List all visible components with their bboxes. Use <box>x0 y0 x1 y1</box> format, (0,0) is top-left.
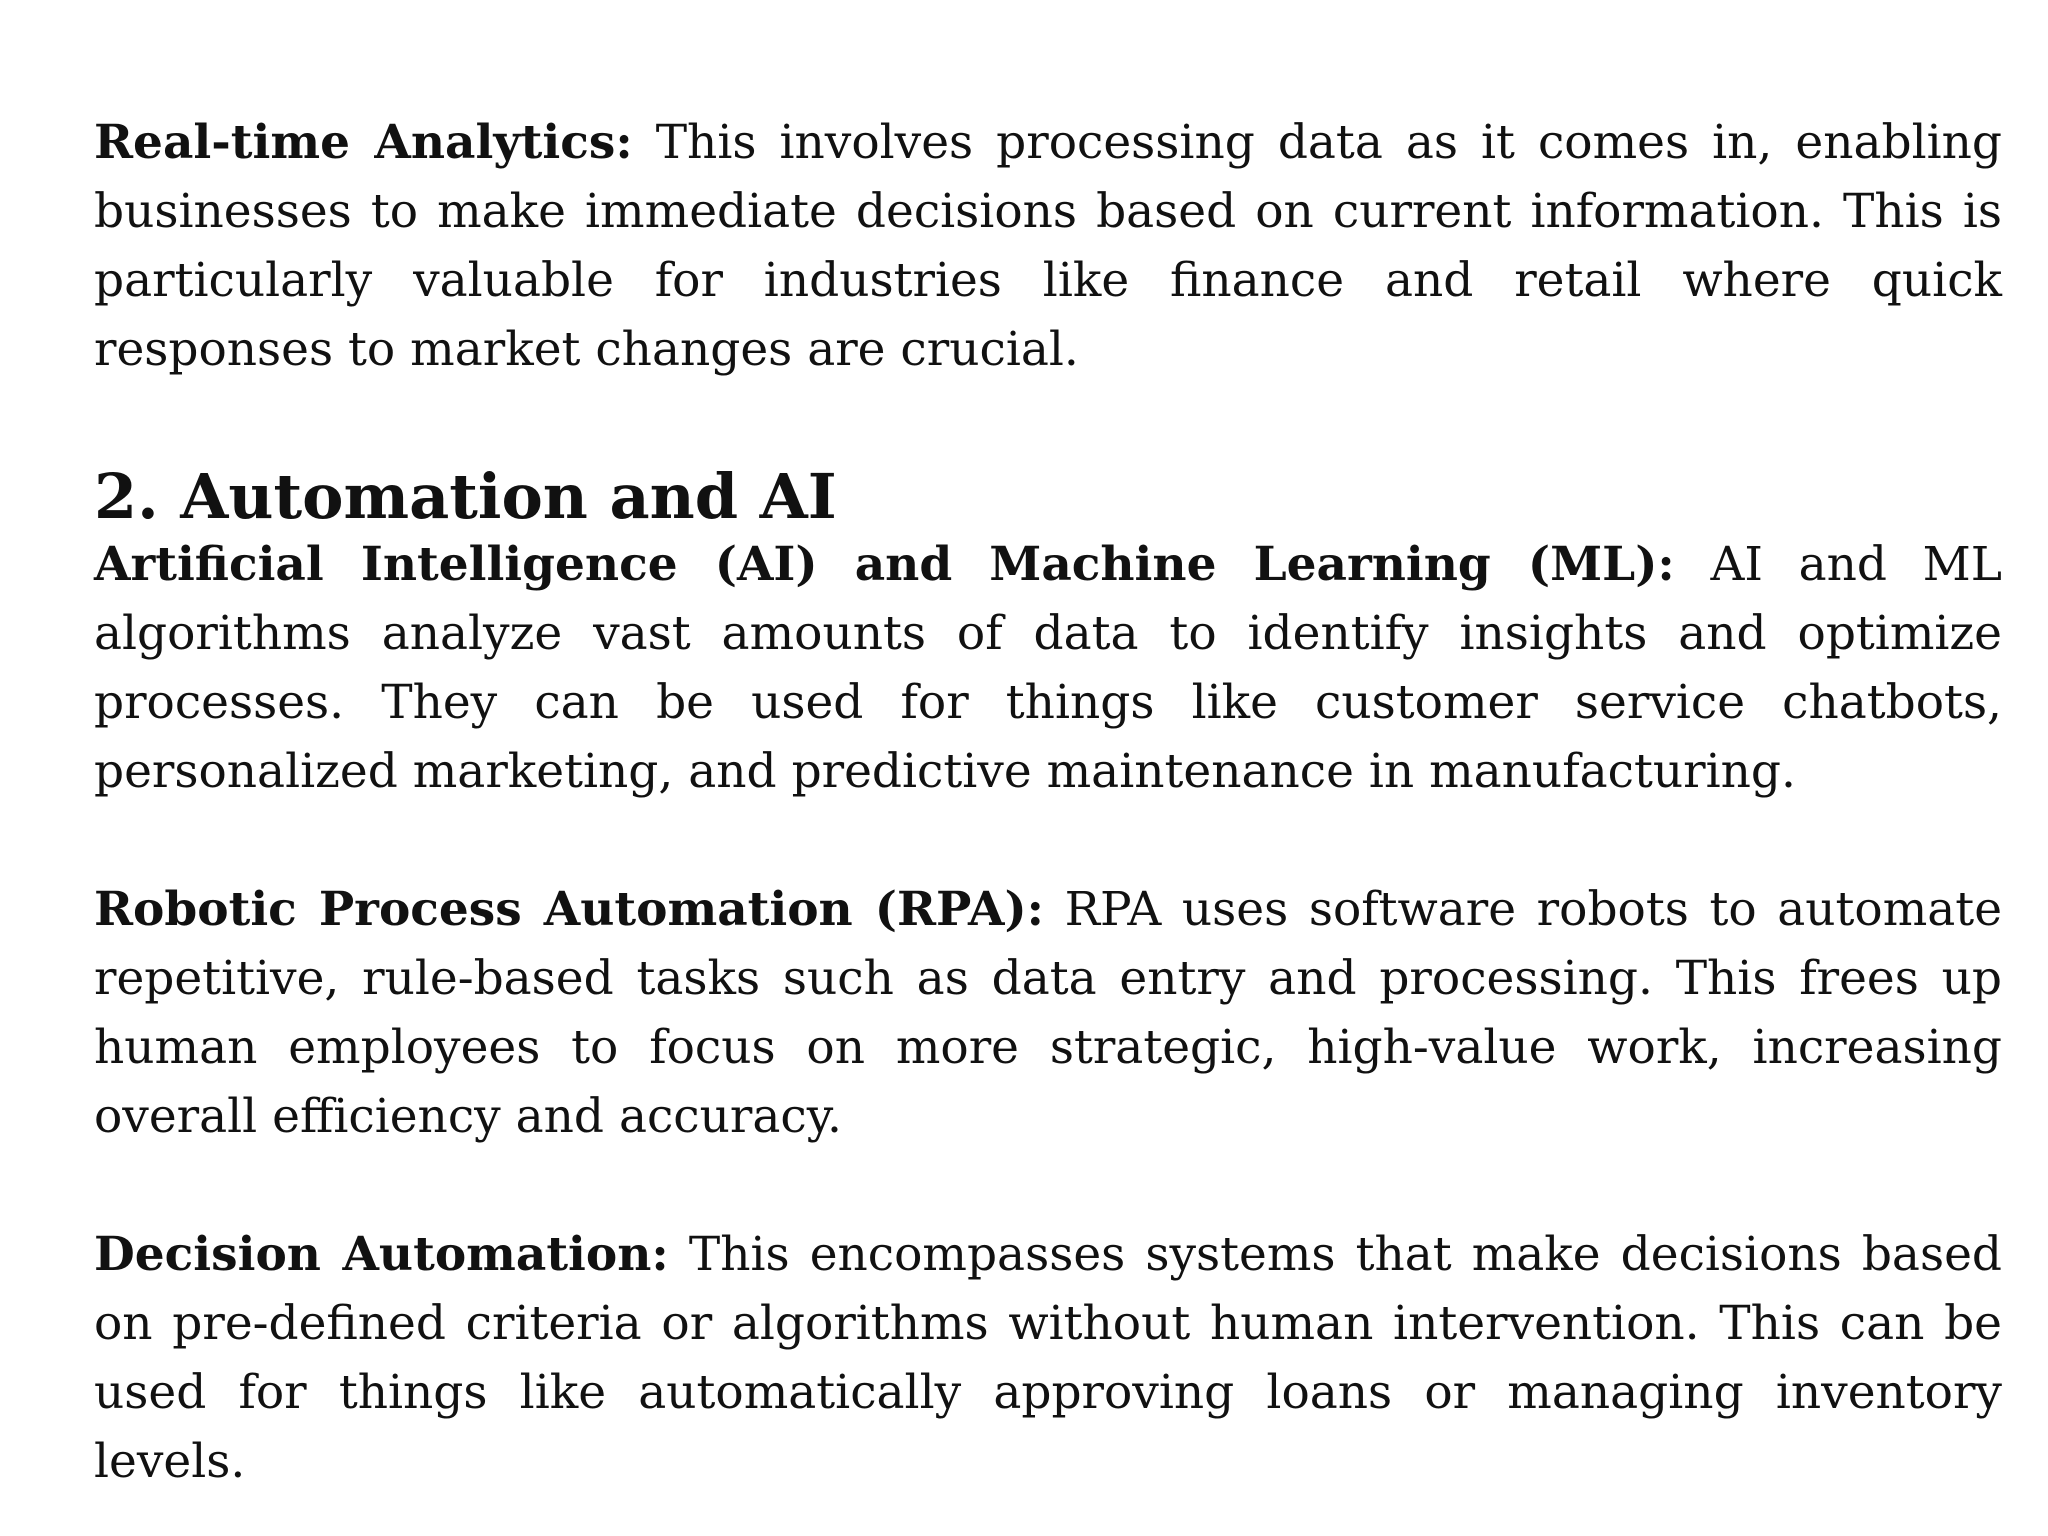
section-heading-automation-ai: 2. Automation and AI <box>94 460 837 533</box>
paragraph-realtime-analytics <box>94 108 2002 384</box>
document-page <box>94 108 2002 1496</box>
term-rpa: Robotic Process Automation (RPA): <box>94 882 1045 937</box>
paragraph-decision-automation <box>94 1220 2002 1496</box>
paragraph-rpa <box>94 875 2002 1151</box>
body-decision-automation: This encompasses systems that make decisions based on pre-defined criteria or algorithms without human intervention. This can be used for things like automatically approving loans or managing inventory levels. <box>94 1227 2002 1489</box>
term-realtime-analytics: Real-time Analytics: <box>94 115 633 170</box>
body-rpa: RPA uses software robots to automate repetitive, rule-based tasks such as data entry and processing. This frees up human employees to focus on more strategic, high-value work, increasing overall efficiency and accuracy. <box>94 882 2003 1144</box>
term-decision-automation: Decision Automation: <box>94 1227 669 1282</box>
term-ai-ml: Artificial Intelligence (AI) and Machine Learning (ML): <box>94 537 1675 592</box>
body-realtime-analytics: This involves processing data as it comes in, enabling businesses to make immediate decisions based on current information. This is particularly valuable for industries like finance and retail where quick responses to market changes are crucial. <box>94 115 2002 377</box>
body-ai-ml: AI and ML algorithms analyze vast amounts of data to identify insights and optimize processes. They can be used for things like customer service chatbots, personalized marketing, and predictive maintenance in manufacturing. <box>94 537 2003 799</box>
paragraph-ai-ml <box>94 530 2002 806</box>
